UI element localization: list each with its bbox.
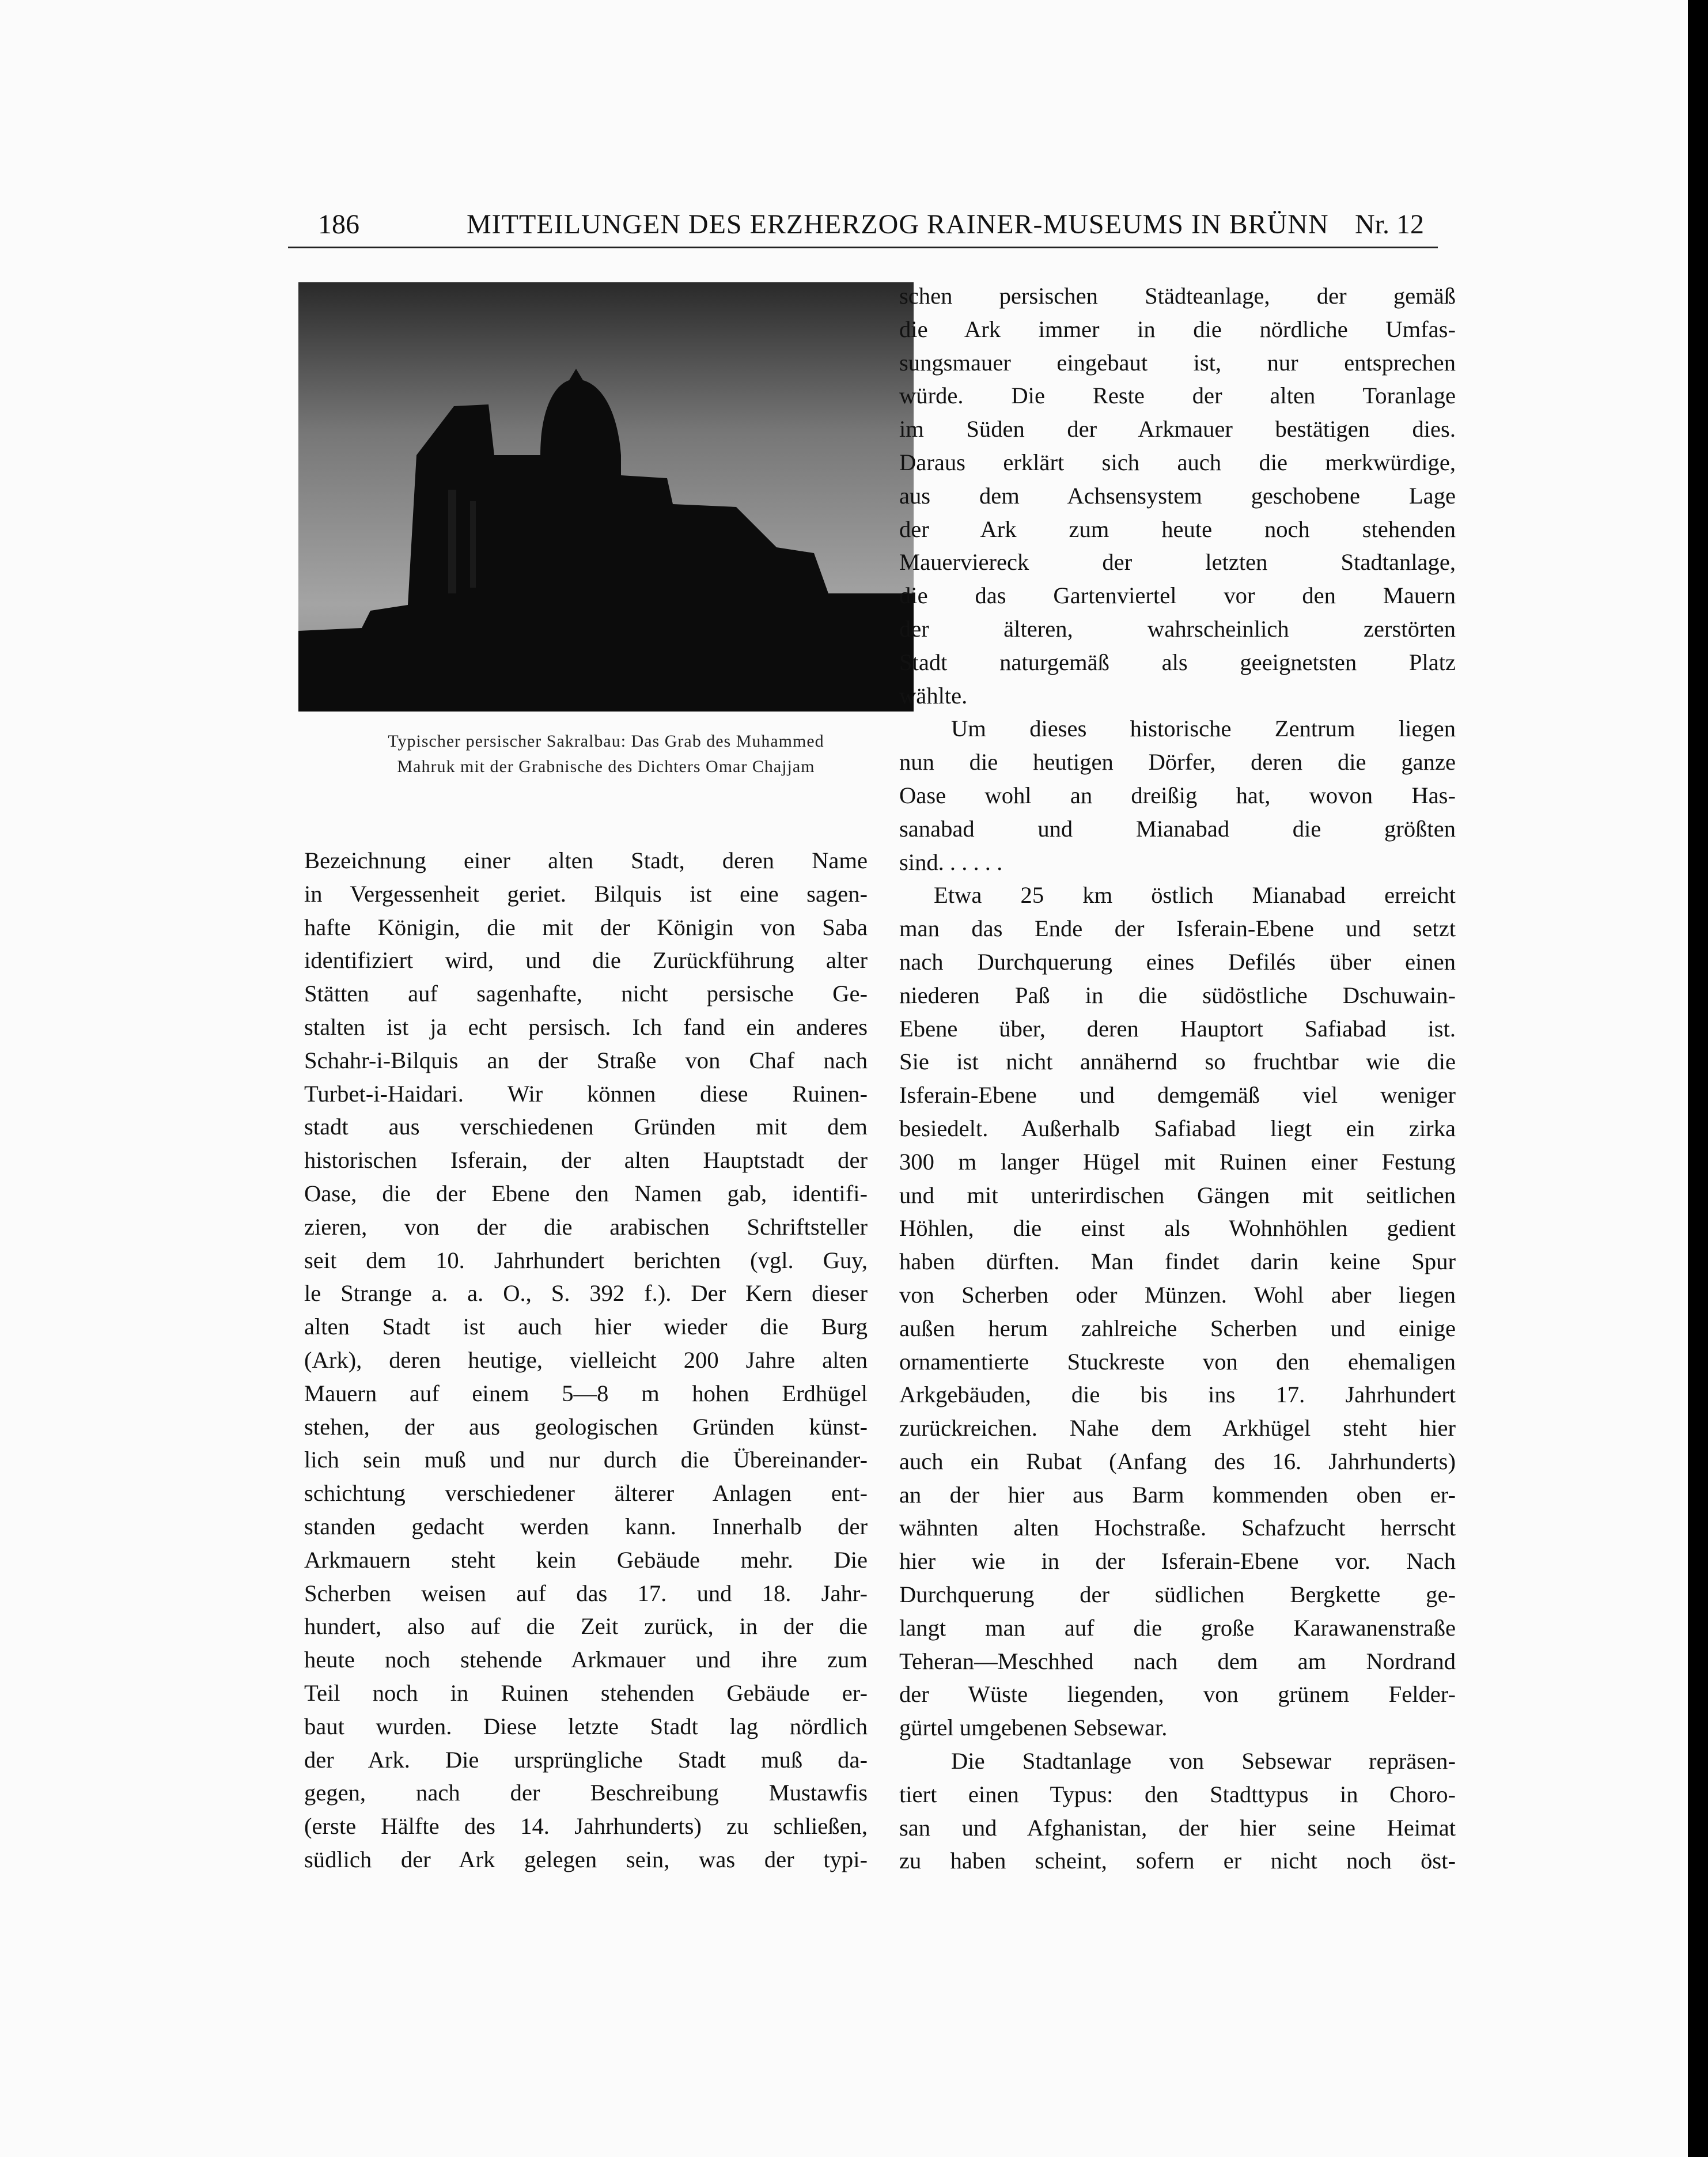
- text-line: tiert einen Typus: den Stadttypus in Choro-: [899, 1781, 1456, 1807]
- text-line: hafte Königin, die mit der Königin von Saba: [304, 914, 868, 940]
- text-line: zurückreichen. Nahe dem Arkhügel steht hier: [899, 1415, 1456, 1441]
- text-line: die Ark immer in die nördliche Umfas-: [899, 316, 1456, 342]
- text-line: Stätten auf sagenhafte, nicht persische Ge-: [304, 981, 868, 1007]
- text-line: heute noch stehende Arkmauer und ihre zum: [304, 1647, 868, 1673]
- text-line: der Ark zum heute noch stehenden: [899, 516, 1456, 542]
- text-line: von Scherben oder Münzen. Wohl aber liegen: [899, 1281, 1456, 1308]
- text-line: Höhlen, die einst als Wohnhöhlen gedient: [899, 1215, 1456, 1242]
- text-line: gegen, nach der Beschreibung Mustawfis: [304, 1780, 868, 1806]
- caption-line: Typischer persischer Sakralbau: Das Grab des Muhammed: [388, 732, 824, 751]
- text-line: aus dem Achsensystem geschobene Lage: [899, 482, 1456, 509]
- text-line: Durchquerung der südlichen Bergkette ge-: [899, 1581, 1456, 1608]
- text-line: an der hier aus Barm kommenden oben er-: [899, 1481, 1456, 1508]
- text-line: sanabad und Mianabad die größten: [899, 815, 1456, 842]
- scan-border: [1688, 0, 1708, 2157]
- text-line: Isferain-Ebene und demgemäß viel weniger: [899, 1082, 1456, 1108]
- text-line: und mit unterirdischen Gängen mit seitlichen: [899, 1182, 1456, 1208]
- text-line: identifiziert wird, und die Zurückführung alter: [304, 947, 868, 974]
- journal-title: MITTEILUNGEN DES ERZHERZOG RAINER-MUSEUMS IN BRÜNN: [467, 209, 1329, 240]
- issue-number: Nr. 12: [1355, 209, 1424, 240]
- text-line: sungsmauer eingebaut ist, nur entsprechen: [899, 349, 1456, 376]
- text-line: der Ark. Die ursprüngliche Stadt muß da-: [304, 1746, 868, 1773]
- text-line: wählte.: [899, 682, 968, 709]
- text-line: die das Gartenviertel vor den Mauern: [899, 582, 1456, 609]
- text-line: schen persischen Städteanlage, der gemäß: [899, 283, 1456, 309]
- text-line: der Wüste liegenden, von grünem Felder-: [899, 1681, 1456, 1708]
- text-line: stehen, der aus geologischen Gründen künst-: [304, 1413, 868, 1440]
- caption-line: Mahruk mit der Grabnische des Dichters Omar Chajjam: [397, 757, 815, 776]
- text-line: der älteren, wahrscheinlich zerstörten: [899, 615, 1456, 642]
- text-line: Schahr-i-Bilquis an der Straße von Chaf nach: [304, 1047, 868, 1073]
- text-line: Scherben weisen auf das 17. und 18. Jahr-: [304, 1580, 868, 1606]
- text-line: niederen Paß in die südöstliche Dschuwain-: [899, 982, 1456, 1008]
- page-number: 186: [318, 209, 359, 240]
- text-line: haben dürften. Man findet darin keine Spur: [899, 1248, 1456, 1275]
- text-line: Teil noch in Ruinen stehenden Gebäude er-: [304, 1679, 868, 1706]
- text-line: seit dem 10. Jahrhundert berichten (vgl. Guy,: [304, 1247, 868, 1273]
- text-line: außen herum zahlreiche Scherben und einige: [899, 1315, 1456, 1341]
- paragraph: [899, 279, 1456, 712]
- text-line: besiedelt. Außerhalb Safiabad liegt ein zirka: [899, 1115, 1456, 1141]
- text-line: baut wurden. Diese letzte Stadt lag nördlich: [304, 1713, 868, 1739]
- text-line: Stadt naturgemäß als geeignetsten Platz: [899, 649, 1456, 675]
- text-line: Turbet-i-Haidari. Wir können diese Ruinen-: [304, 1080, 868, 1107]
- text-line: Um dieses historische Zentrum liegen: [951, 716, 1456, 742]
- text-line: Die Stadtanlage von Sebsewar repräsen-: [951, 1748, 1456, 1774]
- text-line: im Süden der Arkmauer bestätigen dies.: [899, 416, 1456, 442]
- paragraph: [899, 879, 1456, 1744]
- text-line: (Ark), deren heutige, vielleicht 200 Jahre alten: [304, 1346, 868, 1373]
- text-line: Daraus erklärt sich auch die merkwürdige,: [899, 449, 1456, 475]
- paragraph: [899, 712, 1456, 879]
- text-line: Mauerviereck der letzten Stadtanlage,: [899, 549, 1456, 576]
- text-line: Teheran—Meschhed nach dem am Nordrand: [899, 1648, 1456, 1674]
- text-line: lich sein muß und nur durch die Übereinander-: [304, 1447, 868, 1473]
- text-line: stadt aus verschiedenen Gründen mit dem: [304, 1114, 868, 1140]
- text-line: nun die heutigen Dörfer, deren die ganze: [899, 749, 1456, 775]
- text-line: alten Stadt ist auch hier wieder die Burg: [304, 1314, 868, 1340]
- text-line: schichtung verschiedener älterer Anlagen ent-: [304, 1480, 868, 1507]
- mausoleum-photo: [298, 282, 914, 712]
- text-line: man das Ende der Isferain-Ebene und setzt: [899, 915, 1456, 942]
- text-line: wähnten alten Hochstraße. Schafzucht herrscht: [899, 1515, 1456, 1541]
- paragraph: [899, 1744, 1456, 1878]
- header-rule: [288, 247, 1438, 248]
- text-line: stalten ist ja echt persisch. Ich fand ein anderes: [304, 1013, 868, 1040]
- text-line: ornamentierte Stuckreste von den ehemaligen: [899, 1348, 1456, 1375]
- text-line: Oase wohl an dreißig hat, wovon Has-: [899, 782, 1456, 808]
- text-line: langt man auf die große Karawanenstraße: [899, 1614, 1456, 1641]
- text-line: hier wie in der Isferain-Ebene vor. Nach: [899, 1548, 1456, 1575]
- left-column: [304, 844, 868, 1876]
- text-line: san und Afghanistan, der hier seine Heimat: [899, 1814, 1456, 1841]
- text-line: Ebene über, deren Hauptort Safiabad ist.: [899, 1015, 1456, 1042]
- text-line: Mauern auf einem 5—8 m hohen Erdhügel: [304, 1380, 868, 1406]
- text-line: Sie ist nicht annähernd so fruchtbar wie die: [899, 1049, 1456, 1075]
- text-line: südlich der Ark gelegen sein, was der typi-: [304, 1846, 868, 1872]
- text-line: Etwa 25 km östlich Mianabad erreicht: [934, 882, 1456, 909]
- text-line: Bezeichnung einer alten Stadt, deren Name: [304, 847, 868, 873]
- text-line: auch ein Rubat (Anfang des 16. Jahrhunderts): [899, 1448, 1456, 1474]
- text-line: historischen Isferain, der alten Hauptstadt der: [304, 1147, 868, 1174]
- text-line: zieren, von der die arabischen Schriftsteller: [304, 1213, 868, 1240]
- text-line: in Vergessenheit geriet. Bilquis ist eine sagen-: [304, 880, 868, 907]
- text-line: Oase, die der Ebene den Namen gab, identifi-: [304, 1180, 868, 1206]
- text-line: sind. . . . . .: [899, 849, 1003, 875]
- right-column: [899, 279, 1456, 1878]
- mausoleum-silhouette-image: [298, 282, 914, 712]
- text-line: standen gedacht werden kann. Innerhalb der: [304, 1513, 868, 1539]
- text-line: 300 m langer Hügel mit Ruinen einer Festung: [899, 1148, 1456, 1175]
- text-line: hundert, also auf die Zeit zurück, in der die: [304, 1613, 868, 1640]
- text-line: gürtel umgebenen Sebsewar.: [899, 1715, 1168, 1741]
- text-line: würde. Die Reste der alten Toranlage: [899, 383, 1456, 409]
- text-line: nach Durchquerung eines Defilés über einen: [899, 948, 1456, 975]
- text-line: zu haben scheint, sofern er nicht noch öst-: [899, 1848, 1456, 1874]
- running-header: [288, 209, 1440, 243]
- text-line: le Strange a. a. O., S. 392 f.). Der Kern dieser: [304, 1280, 868, 1307]
- text-line: Arkmauern steht kein Gebäude mehr. Die: [304, 1546, 868, 1573]
- figure-caption: [298, 729, 914, 779]
- text-line: (erste Hälfte des 14. Jahrhunderts) zu schließen,: [304, 1813, 868, 1840]
- text-line: Arkgebäuden, die bis ins 17. Jahrhundert: [899, 1382, 1456, 1408]
- paragraph: [304, 844, 868, 1876]
